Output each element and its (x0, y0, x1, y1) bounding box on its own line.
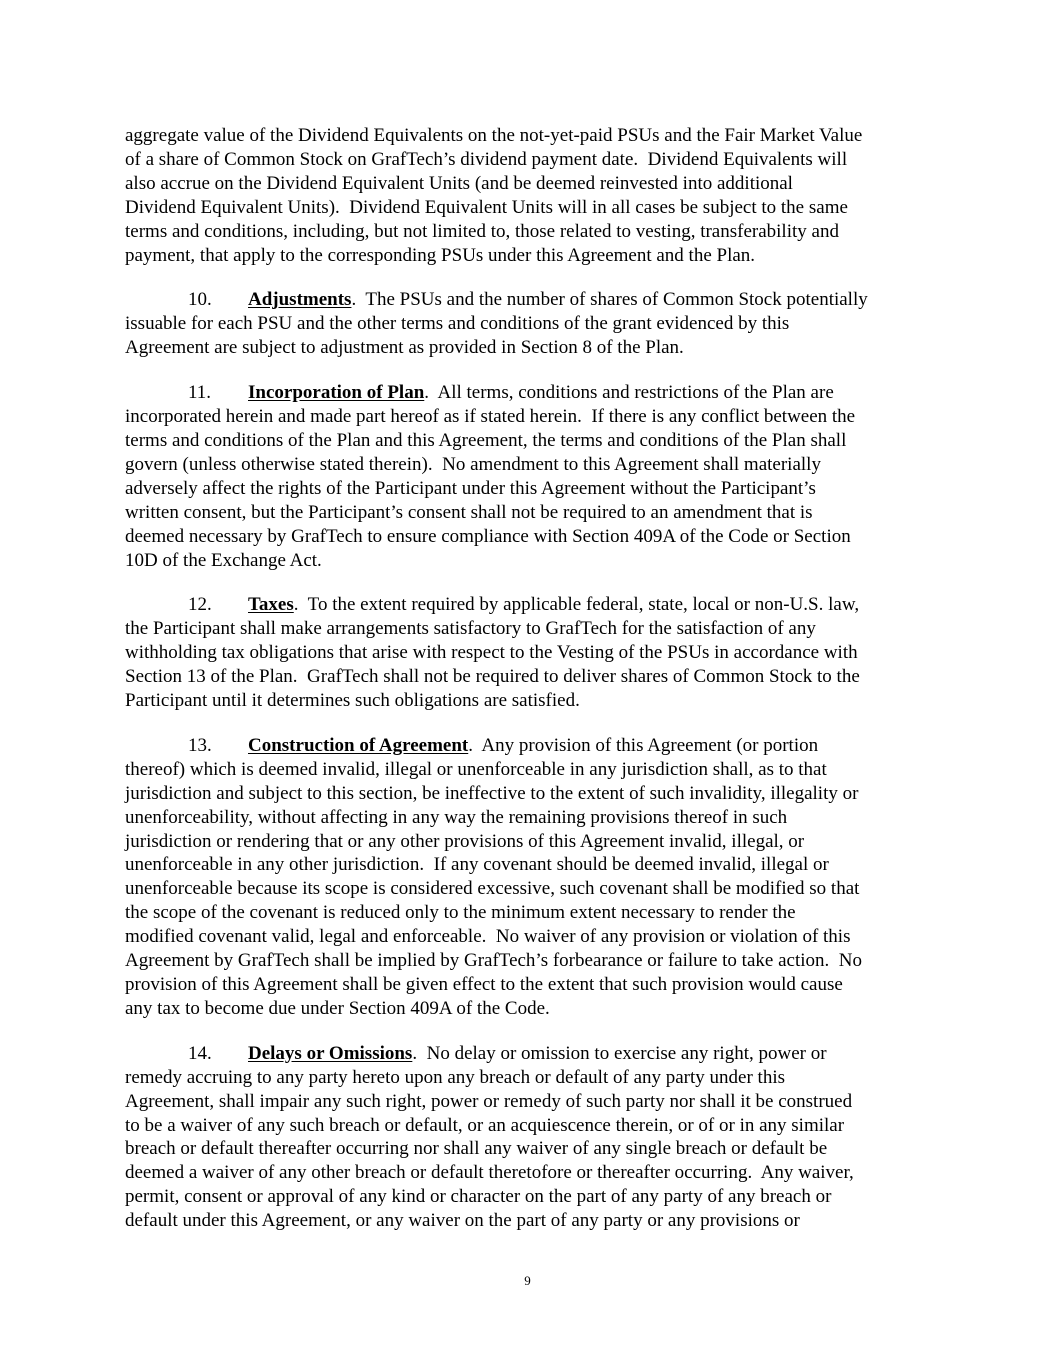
section-incorporation-of-plan (125, 381, 933, 572)
text-line: breach or default thereafter occurring nor shall any waiver of any single breach or default be (125, 1138, 828, 1160)
section-first-line-text: . No delay or omission to exercise any right, power or (412, 1042, 827, 1064)
section-number: 13. (188, 734, 212, 756)
text-line: terms and conditions, including, but not limited to, those related to vesting, transferability and (125, 220, 839, 242)
section-number: 14. (188, 1042, 212, 1064)
text-line: the scope of the covenant is reduced only to the minimum extent necessary to render the (125, 902, 796, 924)
text-line: Agreement by GrafTech shall be implied by GrafTech’s forbearance or failure to take action. No (125, 950, 862, 972)
section-heading: Construction of Agreement (248, 734, 469, 756)
text-line: Dividend Equivalent Units). Dividend Equivalent Units will in all cases be subject to the same (125, 196, 848, 218)
section-first-line (125, 593, 933, 617)
text-line: issuable for each PSU and the other terms and conditions of the grant evidenced by this (125, 313, 790, 335)
section-first-line (125, 288, 933, 312)
section-first-line (125, 734, 933, 758)
text-line: govern (unless otherwise stated therein). No amendment to this Agreement shall materially (125, 453, 821, 475)
text-line: adversely affect the rights of the Participant under this Agreement without the Participant’s (125, 477, 816, 499)
section-heading: Taxes (248, 594, 294, 616)
section-first-line-text: . The PSUs and the number of shares of Common Stock potentially (351, 289, 868, 311)
document-body (125, 124, 933, 1254)
page-number: 9 (524, 1273, 531, 1288)
section-first-line (125, 1042, 933, 1066)
text-line: unenforceable in any other jurisdiction. If any covenant should be deemed invalid, illegal or (125, 854, 829, 876)
section-heading: Delays or Omissions (248, 1042, 413, 1064)
text-line: also accrue on the Dividend Equivalent Units (and be deemed reinvested into additional (125, 172, 793, 194)
text-line: deemed necessary by GrafTech to ensure compliance with Section 409A of the Code or Section (125, 525, 851, 547)
text-line: terms and conditions of the Plan and this Agreement, the terms and conditions of the Plan shall (125, 429, 847, 451)
text-line: the Participant shall make arrangements satisfactory to GrafTech for the satisfaction of any (125, 618, 816, 640)
text-line: written consent, but the Participant’s consent shall not be required to an amendment that is (125, 501, 813, 523)
text-line: remedy accruing to any party hereto upon any breach or default of any party under this (125, 1066, 785, 1088)
text-line: of a share of Common Stock on GrafTech’s dividend payment date. Dividend Equivalents will (125, 148, 848, 170)
text-line: modified covenant valid, legal and enforceable. No waiver of any provision or violation of this (125, 926, 851, 948)
text-line: Section 13 of the Plan. GrafTech shall not be required to deliver shares of Common Stock to the (125, 666, 860, 688)
text-line: thereof) which is deemed invalid, illegal or unenforceable in any jurisdiction shall, as to that (125, 758, 827, 780)
text-line: 10D of the Exchange Act. (125, 549, 322, 571)
text-line: default under this Agreement, or any waiver on the part of any party or any provisions or (125, 1210, 800, 1232)
text-line: jurisdiction or rendering that or any other provisions of this Agreement invalid, illegal, or (125, 830, 805, 852)
section-first-line (125, 381, 933, 405)
section-first-line-text: . Any provision of this Agreement (or portion (468, 734, 819, 756)
text-line: any tax to become due under Section 409A of the Code. (125, 997, 550, 1019)
text-line: withholding tax obligations that arise with respect to the Vesting of the PSUs in accordance with (125, 642, 858, 664)
text-line: incorporated herein and made part hereof as if stated herein. If there is any conflict between the (125, 406, 856, 428)
section-delays-or-omissions (125, 1042, 933, 1233)
section-number: 10. (188, 289, 212, 311)
section-first-line-text: . To the extent required by applicable federal, state, local or non-U.S. law, (293, 594, 860, 616)
paragraph-continuation (125, 124, 933, 267)
text-line: unenforceable because its scope is considered excessive, such covenant shall be modified so that (125, 878, 860, 900)
section-first-line-text: . All terms, conditions and restrictions of the Plan are (424, 382, 834, 404)
text-line: to be a waiver of any such breach or default, or an acquiescence therein, or of or in any similar (125, 1114, 845, 1136)
text-line: Agreement are subject to adjustment as provided in Section 8 of the Plan. (125, 337, 684, 359)
text-line: jurisdiction and subject to this section, be ineffective to the extent of such invalidity, illegality or (125, 782, 859, 804)
text-line: aggregate value of the Dividend Equivalents on the not-yet-paid PSUs and the Fair Market Value (125, 125, 863, 146)
text-line: unenforceability, without affecting in any way the remaining provisions thereof in such (125, 806, 788, 828)
text-line: Participant until it determines such obligations are satisfied. (125, 690, 580, 712)
text-line: Agreement, shall impair any such right, power or remedy of such party nor shall it be construed (125, 1090, 853, 1112)
section-construction-of-agreement (125, 734, 933, 1021)
section-heading: Adjustments (248, 289, 352, 311)
text-line: payment, that apply to the corresponding PSUs under this Agreement and the Plan. (125, 244, 756, 266)
section-number: 11. (188, 382, 212, 404)
section-adjustments (125, 288, 933, 360)
text-line: provision of this Agreement shall be given effect to the extent that such provision would cause (125, 974, 843, 995)
section-number: 12. (188, 594, 212, 616)
section-taxes (125, 593, 933, 713)
text-line: deemed a waiver of any other breach or default theretofore or thereafter occurring. Any waiver, (125, 1162, 854, 1184)
section-heading: Incorporation of Plan (248, 382, 425, 404)
text-line: permit, consent or approval of any kind or character on the part of any party of any breach or (125, 1186, 832, 1208)
